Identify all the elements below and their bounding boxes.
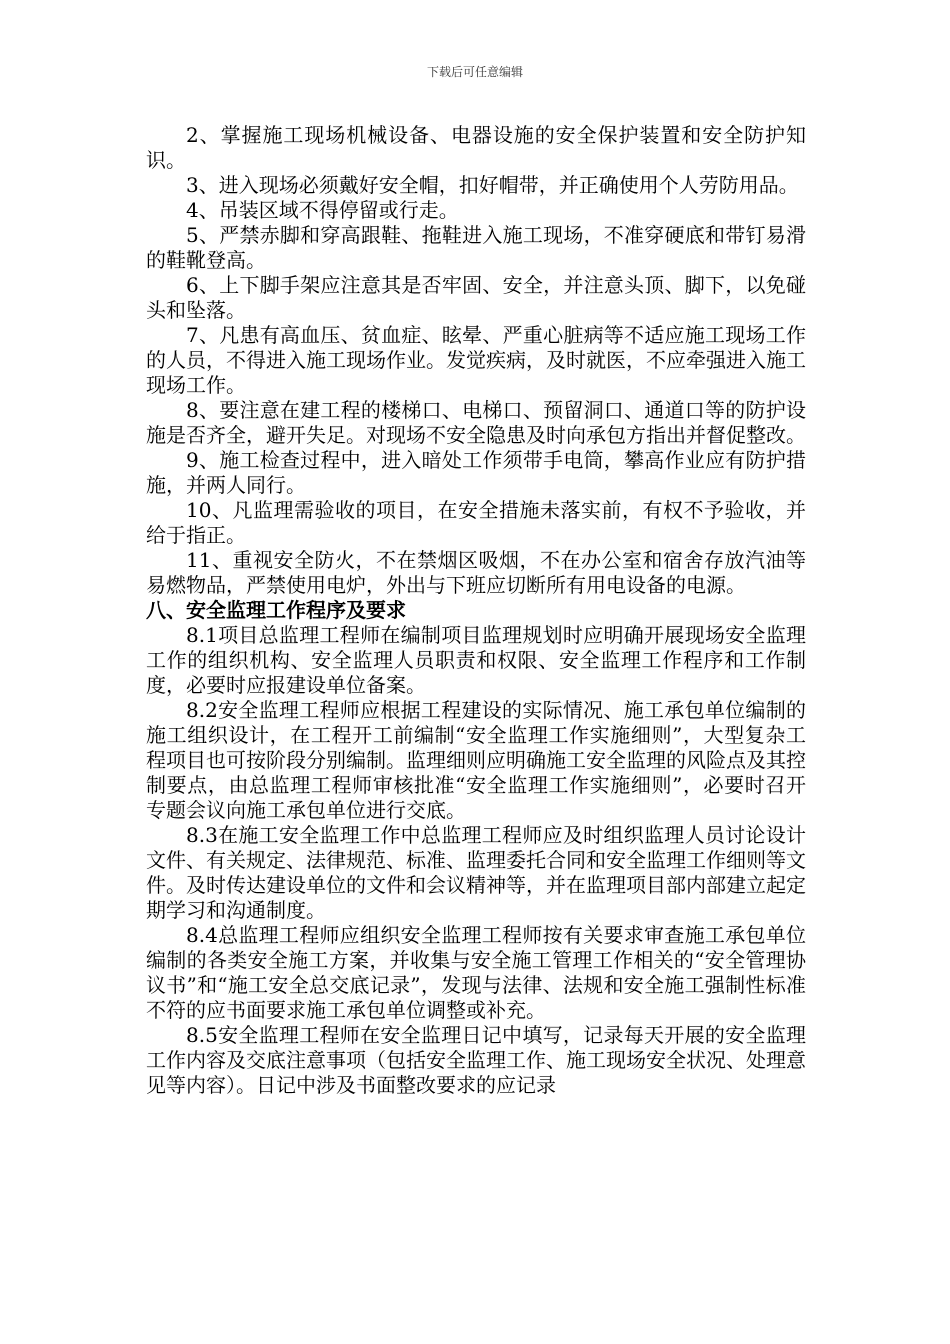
paragraph-8-3: 8.3在施工安全监理工作中总监理工程师应及时组织监理人员讨论设计文件、有关规定、法律规范、标准、监理委托合同和安全监理工作细则等文件。及时传达建设单位的文件和会议精神等，并在监理项目部内部建立起定期学习和沟通制度。 (146, 823, 806, 922)
paragraph-item-2: 2、掌握施工现场机械设备、电器设施的安全保护装置和安全防护知识。 (146, 123, 806, 172)
paragraph-item-5: 5、严禁赤脚和穿高跟鞋、拖鞋进入施工现场，不准穿硬底和带钉易滑的鞋靴登高。 (146, 223, 806, 272)
paragraph-item-10: 10、凡监理需验收的项目，在安全措施未落实前，有权不予验收，并给于指正。 (146, 498, 806, 547)
paragraph-8-5: 8.5安全监理工程师在安全监理日记中填写，记录每天开展的安全监理工作内容及交底注意事项（包括安全监理工作、施工现场安全状况、处理意见等内容）。日记中涉及书面整改要求的应记录 (146, 1023, 806, 1097)
paragraph-item-4: 4、吊装区域不得停留或行走。 (186, 198, 459, 222)
section-heading: 八、安全监理工作程序及要求 (146, 598, 406, 622)
document-body (146, 123, 806, 1098)
paragraph-item-6: 6、上下脚手架应注意其是否牢固、安全，并注意头顶、脚下，以免碰头和坠落。 (146, 273, 806, 322)
paragraph-item-9: 9、施工检查过程中，进入暗处工作须带手电筒，攀高作业应有防护措施，并两人同行。 (146, 448, 806, 497)
page-header: 下载后可任意编辑 (426, 65, 523, 79)
paragraph-item-8: 8、要注意在建工程的楼梯口、电梯口、预留洞口、通道口等的防护设施是否齐全，避开失足。对现场不安全隐患及时向承包方指出并督促整改。 (146, 398, 806, 447)
paragraph-item-11: 11、重视安全防火，不在禁烟区吸烟，不在办公室和宿舍存放汽油等易燃物品，严禁使用电炉，外出与下班应切断所有用电设备的电源。 (146, 548, 806, 597)
paragraph-8-1: 8.1项目总监理工程师在编制项目监理规划时应明确开展现场安全监理工作的组织机构、安全监理人员职责和权限、安全监理工作程序和工作制度，必要时应报建设单位备案。 (146, 623, 806, 697)
paragraph-item-7: 7、凡患有高血压、贫血症、眩晕、严重心脏病等不适应施工现场工作的人员，不得进入施工现场作业。发觉疾病，及时就医，不应牵强进入施工现场工作。 (146, 323, 806, 397)
paragraph-item-3: 3、进入现场必须戴好安全帽，扣好帽带，并正确使用个人劳防用品。 (186, 173, 799, 197)
paragraph-8-2: 8.2安全监理工程师应根据工程建设的实际情况、施工承包单位编制的施工组织设计，在工程开工前编制“安全监理工作实施细则”，大型复杂工程项目也可按阶段分别编制。监理细则应明确施工安全监理的风险点及其控制要点，由总监理工程师审核批准“安全监理工作实施细则”，必要时召开专题会议向施工承包单位进行交底。 (146, 698, 806, 822)
paragraph-8-4: 8.4总监理工程师应组织安全监理工程师按有关要求审查施工承包单位编制的各类安全施工方案，并收集与安全施工管理工作相关的“安全管理协议书”和“施工安全总交底记录”，发现与法律、法规和安全施工强制性标准不符的应书面要求施工承包单位调整或补充。 (146, 923, 806, 1022)
